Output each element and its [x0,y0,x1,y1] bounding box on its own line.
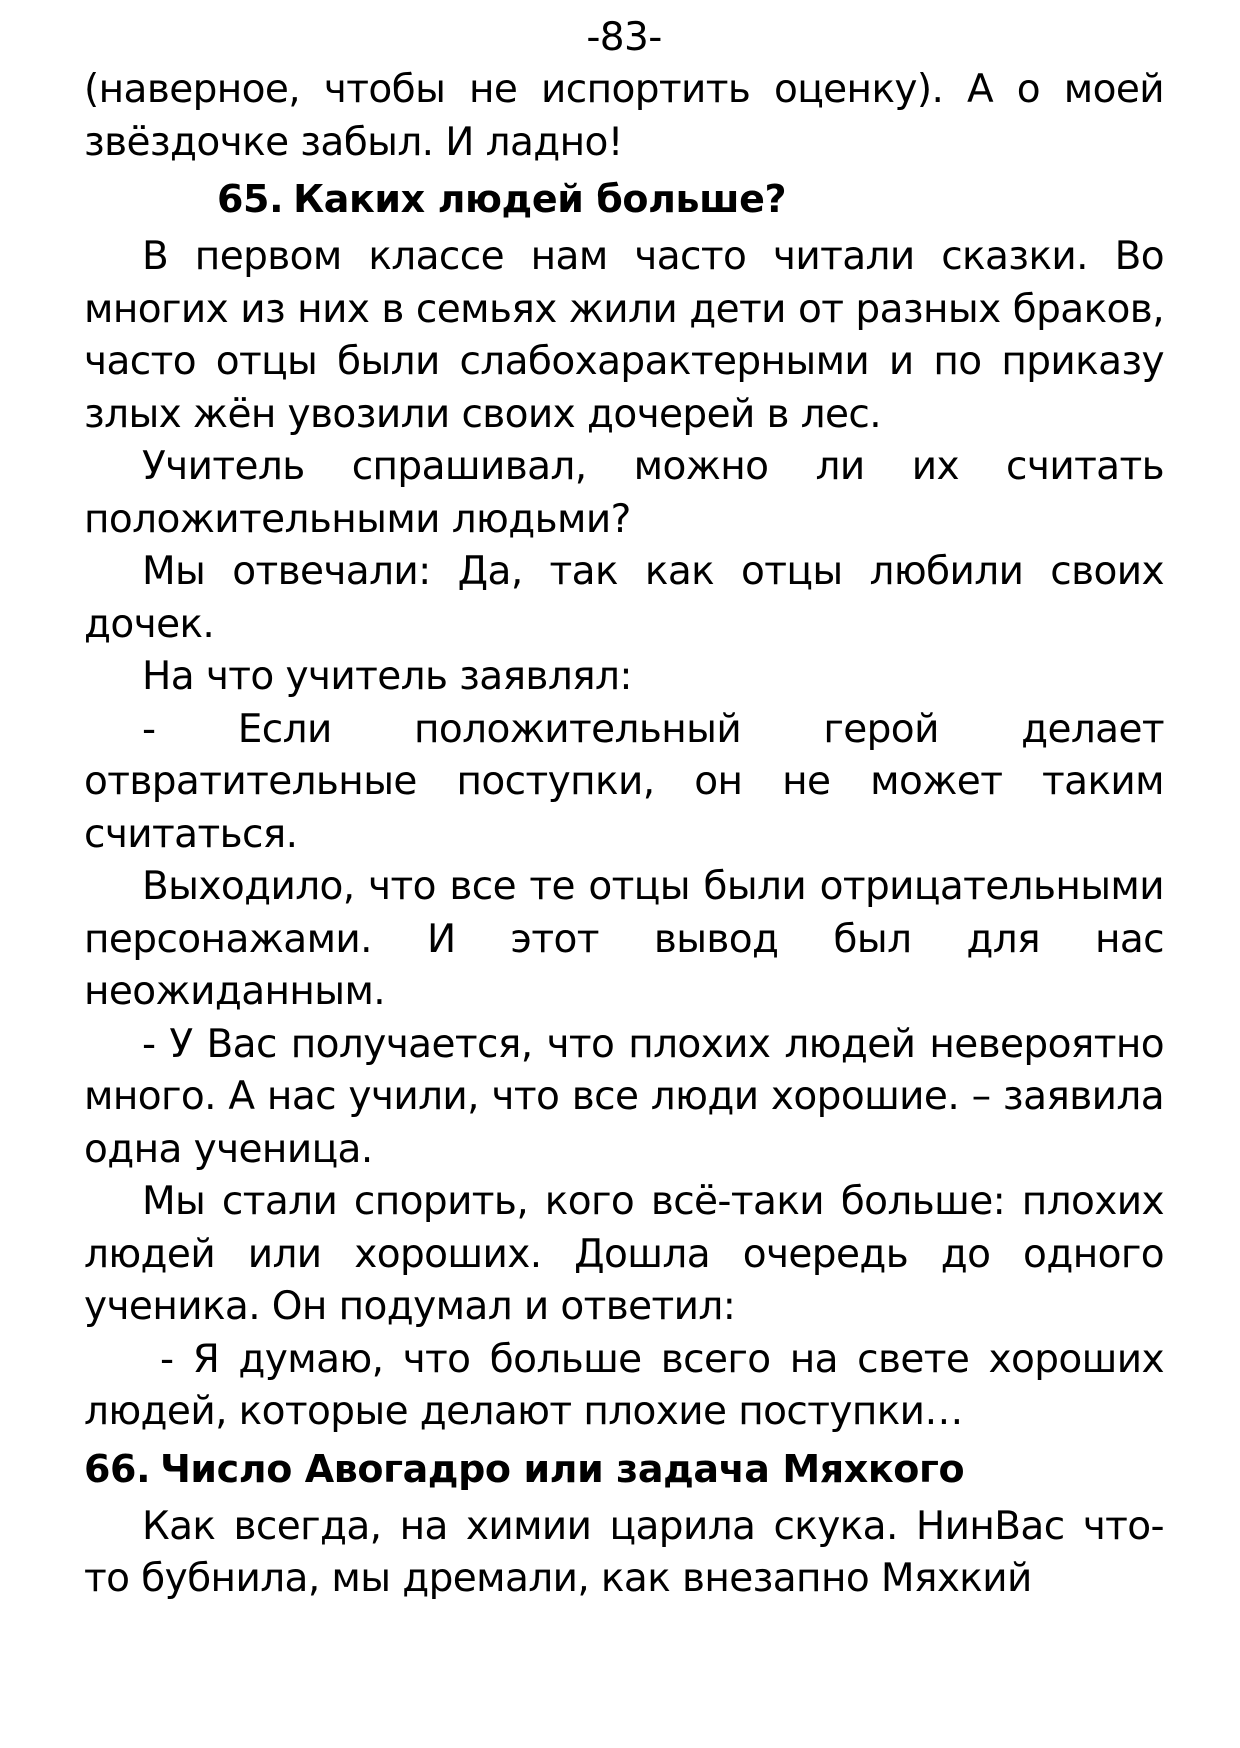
section-66-heading [84,1439,1164,1501]
document-page [84,12,1164,1606]
page-number: -83- [586,15,662,60]
section-66-title: Число Авогадро или задача Мяхкого [160,1446,965,1491]
section-66-number: 66. [84,1446,151,1491]
section-65-number: 65. [217,177,284,221]
paragraph: Учитель спрашивал, можно ли их считать положительными людьми? [84,444,1164,542]
paragraph: На что учитель заявлял: [142,654,632,699]
paragraph: В первом классе нам часто читали сказки. Во многих из них в семьях жили дети от разных браков, часто отцы были слабохарактерными и по приказу злых жён увозили своих дочерей в лес. [84,234,1164,437]
section-65-title: Каких людей больше? [293,177,787,221]
paragraph: - Если положительный герой делает отвратительные поступки, он не может таким считаться. [84,706,1164,857]
paragraph: Как всегда, на химии царила скука. НинВас что-то бубнила, мы дремали, как внезапно Мяхкий [84,1503,1164,1601]
paragraph: - Я думаю, что больше всего на свете хороших людей, которые делают плохие поступки… [84,1336,1164,1434]
section-65-heading [84,169,1164,231]
paragraph: Мы стали спорить, кого всё-таки больше: плохих людей или хороших. Дошла очередь до одного ученика. Он подумал и ответил: [84,1179,1164,1329]
paragraph-continuation: (наверное, чтобы не испортить оценку). А о моей звёздочке забыл. И ладно! [84,67,1164,165]
paragraph: - У Вас получается, что плохих людей невероятно много. А нас учили, что все люди хорошие. – заявила одна ученица. [84,1021,1164,1172]
paragraph: Мы отвечали: Да, так как отцы любили своих дочек. [84,549,1164,647]
paragraph: Выходило, что все те отцы были отрицательными персонажами. И этот вывод был для нас неожиданным. [84,864,1164,1014]
